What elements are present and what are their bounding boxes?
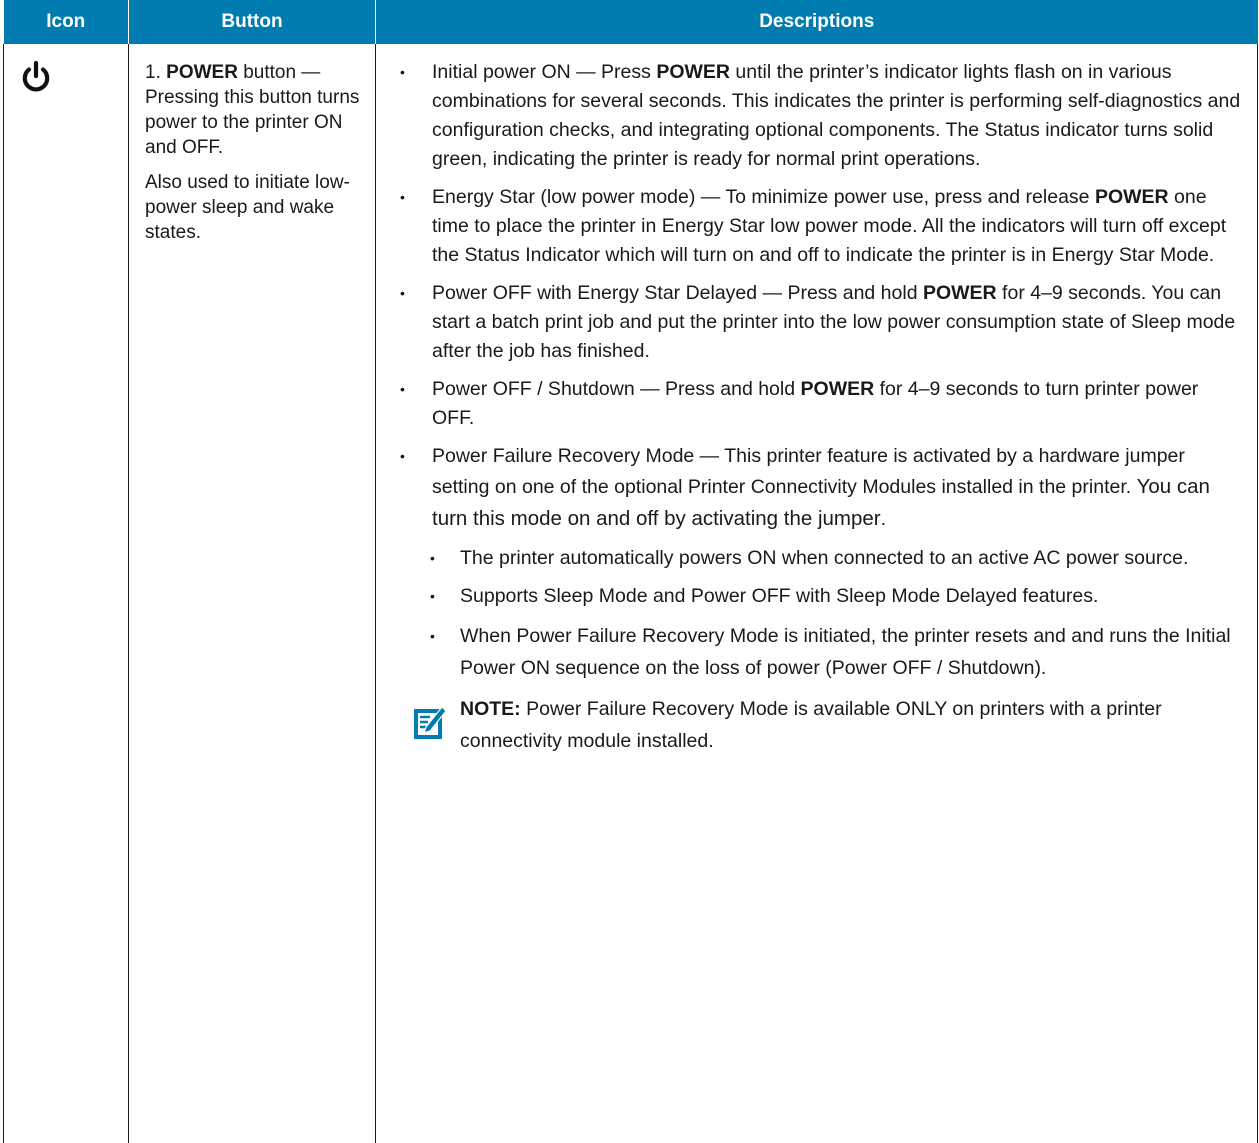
table-header (4, 0, 1258, 44)
list-item (394, 279, 1243, 366)
bullet: • (400, 448, 405, 464)
button-description (145, 60, 361, 160)
button-number: 1. (145, 62, 161, 83)
power-icon (19, 60, 53, 94)
sub-item-text: When Power Failure Recovery Mode is initiated, the printer resets and and runs the Initial Power ON sequence on the loss of power (Power OFF / Shutdown). (460, 625, 1231, 679)
sub-item-text: Supports Sleep Mode and Power OFF with Sleep Mode Delayed features. (460, 585, 1099, 607)
button-description-text: button — Pressing this button turns power to the printer ON and OFF. (145, 62, 360, 158)
item-text: Initial power ON — Press (432, 61, 657, 83)
icon-cell (4, 44, 129, 1143)
note-text: Power Failure Recovery Mode is available ONLY on printers with a printer connectivity module installed. (460, 698, 1162, 752)
button-name: POWER (166, 62, 238, 83)
item-bold: POWER (656, 61, 730, 83)
header-descriptions: Descriptions (376, 0, 1258, 44)
sub-list-item (394, 620, 1243, 684)
item-text: for 4–9 seconds. You can start a batch print job and put the printer into the low power consumption state of Sleep mode after the job has finished. (432, 282, 1236, 362)
item-bold: POWER (922, 282, 997, 304)
item-emphasis: You can turn this mode on and off by activating the jumper (432, 475, 1210, 530)
sub-list-item (394, 544, 1243, 573)
description-list (394, 58, 1243, 684)
item-text: until the printer’s indicator lights flash on in various combinations for several seconds. This indicates the printer is performing self-diagnostics and configuration checks, and integrating optional components. The Status indicator turns solid green, indicating the printer is ready for normal print operations. (432, 61, 1241, 170)
item-bold: POWER (800, 378, 875, 400)
button-cell (129, 44, 376, 1143)
note-icon (412, 703, 446, 741)
bullet: • (430, 588, 435, 604)
bullet: • (400, 64, 405, 80)
bullet: • (400, 285, 405, 301)
bullet: • (400, 189, 405, 205)
bullet: • (430, 550, 435, 566)
item-text: Power OFF with Energy Star Delayed — Press and hold (432, 282, 923, 304)
header-icon: Icon (4, 0, 129, 44)
button-description-secondary: Also used to initiate low-power sleep and wake states. (145, 172, 350, 243)
item-text: one time to place the printer in Energy Star low power mode. All the indicators will turn off except the Status Indicator which will turn on and off to indicate the printer is in Energy Star Mode. (432, 186, 1227, 266)
item-text: for 4–9 seconds to turn printer power OFF. (432, 378, 1199, 429)
list-item (394, 183, 1243, 270)
item-bold: POWER (1094, 186, 1169, 208)
descriptions-cell (376, 44, 1258, 1143)
item-text: Power OFF / Shutdown — Press and hold (432, 378, 801, 400)
item-text: Power Failure Recovery Mode — This printer feature is activated by a hardware jumper setting on one of the optional Printer Connectivity Modules installed in the printer. (432, 445, 1185, 498)
sub-list-item (394, 582, 1243, 611)
power-button-table (3, 0, 1258, 1143)
list-item (394, 375, 1243, 433)
item-text: Energy Star (low power mode) — To minimize power use, press and release (432, 186, 1095, 208)
item-text: . (880, 508, 887, 530)
sub-item-text: The printer automatically powers ON when connected to an active AC power source. (460, 547, 1189, 569)
note-label: NOTE: (460, 698, 521, 720)
table-row (4, 44, 1258, 1143)
note-block (394, 693, 1243, 757)
bullet: • (400, 381, 405, 397)
bullet: • (430, 628, 435, 644)
header-button: Button (129, 0, 376, 44)
list-item (394, 442, 1243, 535)
list-item (394, 58, 1243, 174)
